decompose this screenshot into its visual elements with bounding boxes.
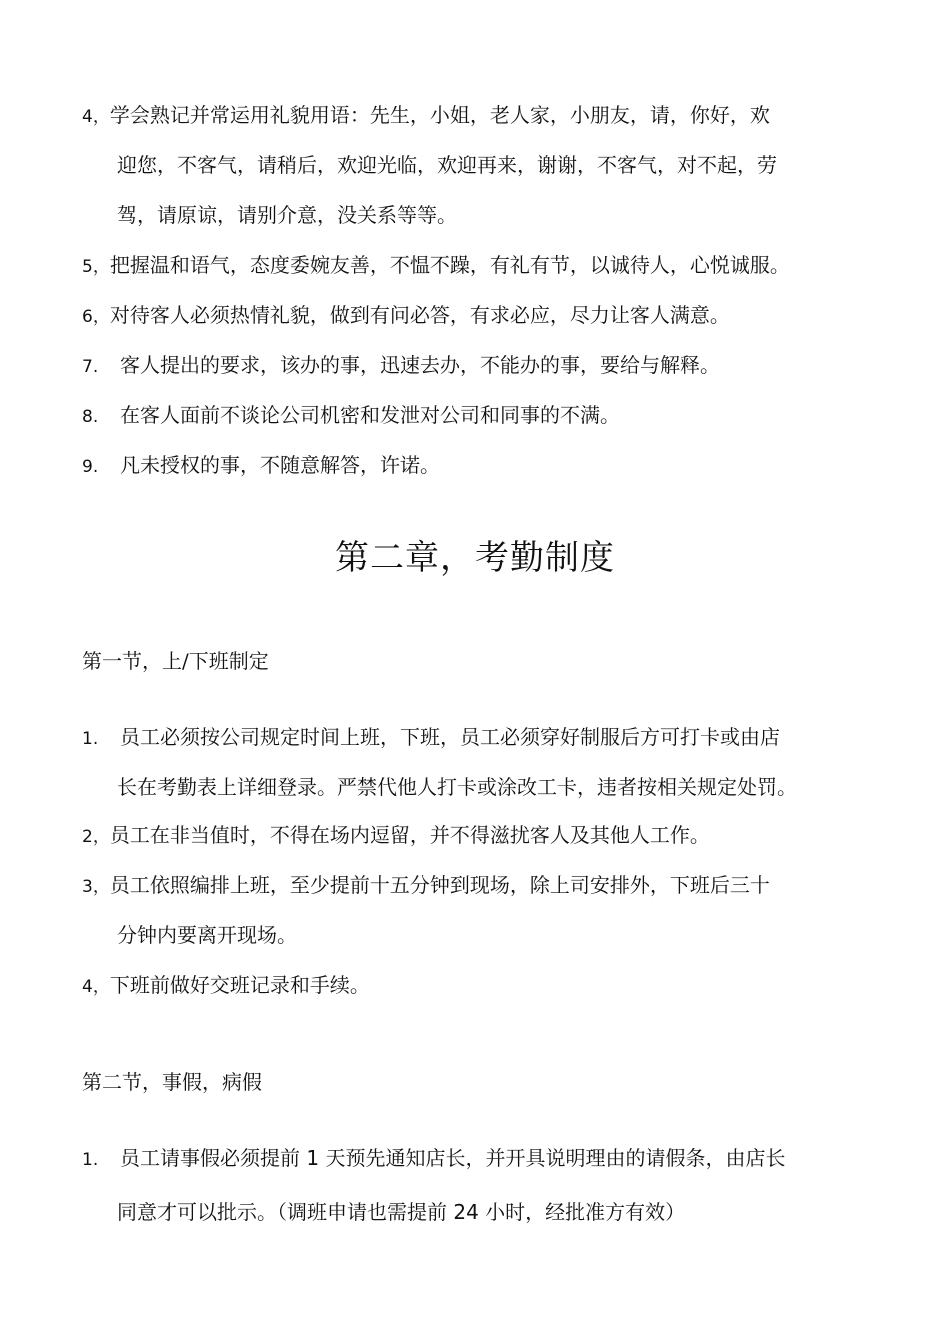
list-number: 7. bbox=[82, 357, 99, 377]
section1-item-1-continuation: 长在考勤表上详细登录。严禁代他人打卡或涂改工卡，违者按相关规定处罚。 bbox=[117, 775, 797, 799]
list-number: 8. bbox=[82, 407, 99, 427]
list-item-6 bbox=[82, 290, 882, 342]
list-item-text: 凡未授权的事，不随意解答，许诺。 bbox=[120, 453, 440, 477]
list-item-4-continuation-1: 迎您，不客气，请稍后，欢迎光临，欢迎再来，谢谢，不客气，对不起，劳 bbox=[117, 153, 777, 177]
section2-item-1 bbox=[82, 1133, 882, 1185]
list-item-text: 学会熟记并常运用礼貌用语：先生，小姐，老人家，小朋友，请，你好，欢 bbox=[109, 103, 770, 127]
list-number: 1. bbox=[82, 1150, 99, 1170]
list-number: 3， bbox=[82, 877, 110, 897]
list-item-text: 对待客人必须热情礼貌，做到有问必答，有求必应，尽力让客人满意。 bbox=[109, 303, 730, 327]
list-item-9 bbox=[82, 440, 882, 492]
list-item-7 bbox=[82, 340, 882, 392]
list-number: 4， bbox=[82, 107, 110, 127]
list-item-text: 员工请事假必须提前 1 天预先通知店长，并开具说明理由的请假条，由店长 bbox=[120, 1146, 786, 1170]
list-item-text: 把握温和语气，态度委婉友善，不愠不躁，有礼有节，以诚待人，心悦诚服。 bbox=[109, 253, 790, 277]
list-item-text: 客人提出的要求，该办的事，迅速去办，不能办的事，要给与解释。 bbox=[120, 353, 720, 377]
section1-item-3 bbox=[82, 860, 882, 912]
list-item-text: 员工依照编排上班，至少提前十五分钟到现场，除上司安排外，下班后三十 bbox=[109, 873, 770, 897]
list-item-text: 在客人面前不谈论公司机密和发泄对公司和同事的不满。 bbox=[120, 403, 620, 427]
list-item-5 bbox=[82, 240, 882, 292]
section2-item-1-continuation: 同意才可以批示。（调班申请也需提前 24 小时，经批准方有效） bbox=[117, 1200, 686, 1224]
section1-item-2 bbox=[82, 810, 882, 862]
list-item-text: 下班前做好交班记录和手续。 bbox=[109, 973, 370, 997]
section1-item-4 bbox=[82, 960, 882, 1012]
list-number: 1. bbox=[82, 729, 99, 749]
section-title-2: 第二节，事假，病假 bbox=[82, 1070, 262, 1094]
section1-item-1 bbox=[82, 712, 882, 764]
list-item-4-continuation-2: 驾，请原谅，请别介意，没关系等等。 bbox=[117, 203, 457, 227]
list-number: 4， bbox=[82, 977, 110, 997]
list-number: 6， bbox=[82, 307, 110, 327]
list-item-4 bbox=[82, 90, 882, 142]
list-number: 9. bbox=[82, 457, 99, 477]
list-item-8 bbox=[82, 390, 882, 442]
section-title-1: 第一节，上/下班制定 bbox=[82, 649, 269, 673]
list-number: 2， bbox=[82, 827, 110, 847]
list-item-text: 员工必须按公司规定时间上班，下班，员工必须穿好制服后方可打卡或由店 bbox=[120, 725, 780, 749]
chapter-title: 第二章，考勤制度 bbox=[335, 538, 615, 578]
list-number: 5， bbox=[82, 257, 110, 277]
section1-item-3-continuation: 分钟内要离开现场。 bbox=[117, 923, 297, 947]
list-item-text: 员工在非当值时，不得在场内逗留，并不得滋扰客人及其他人工作。 bbox=[109, 823, 710, 847]
